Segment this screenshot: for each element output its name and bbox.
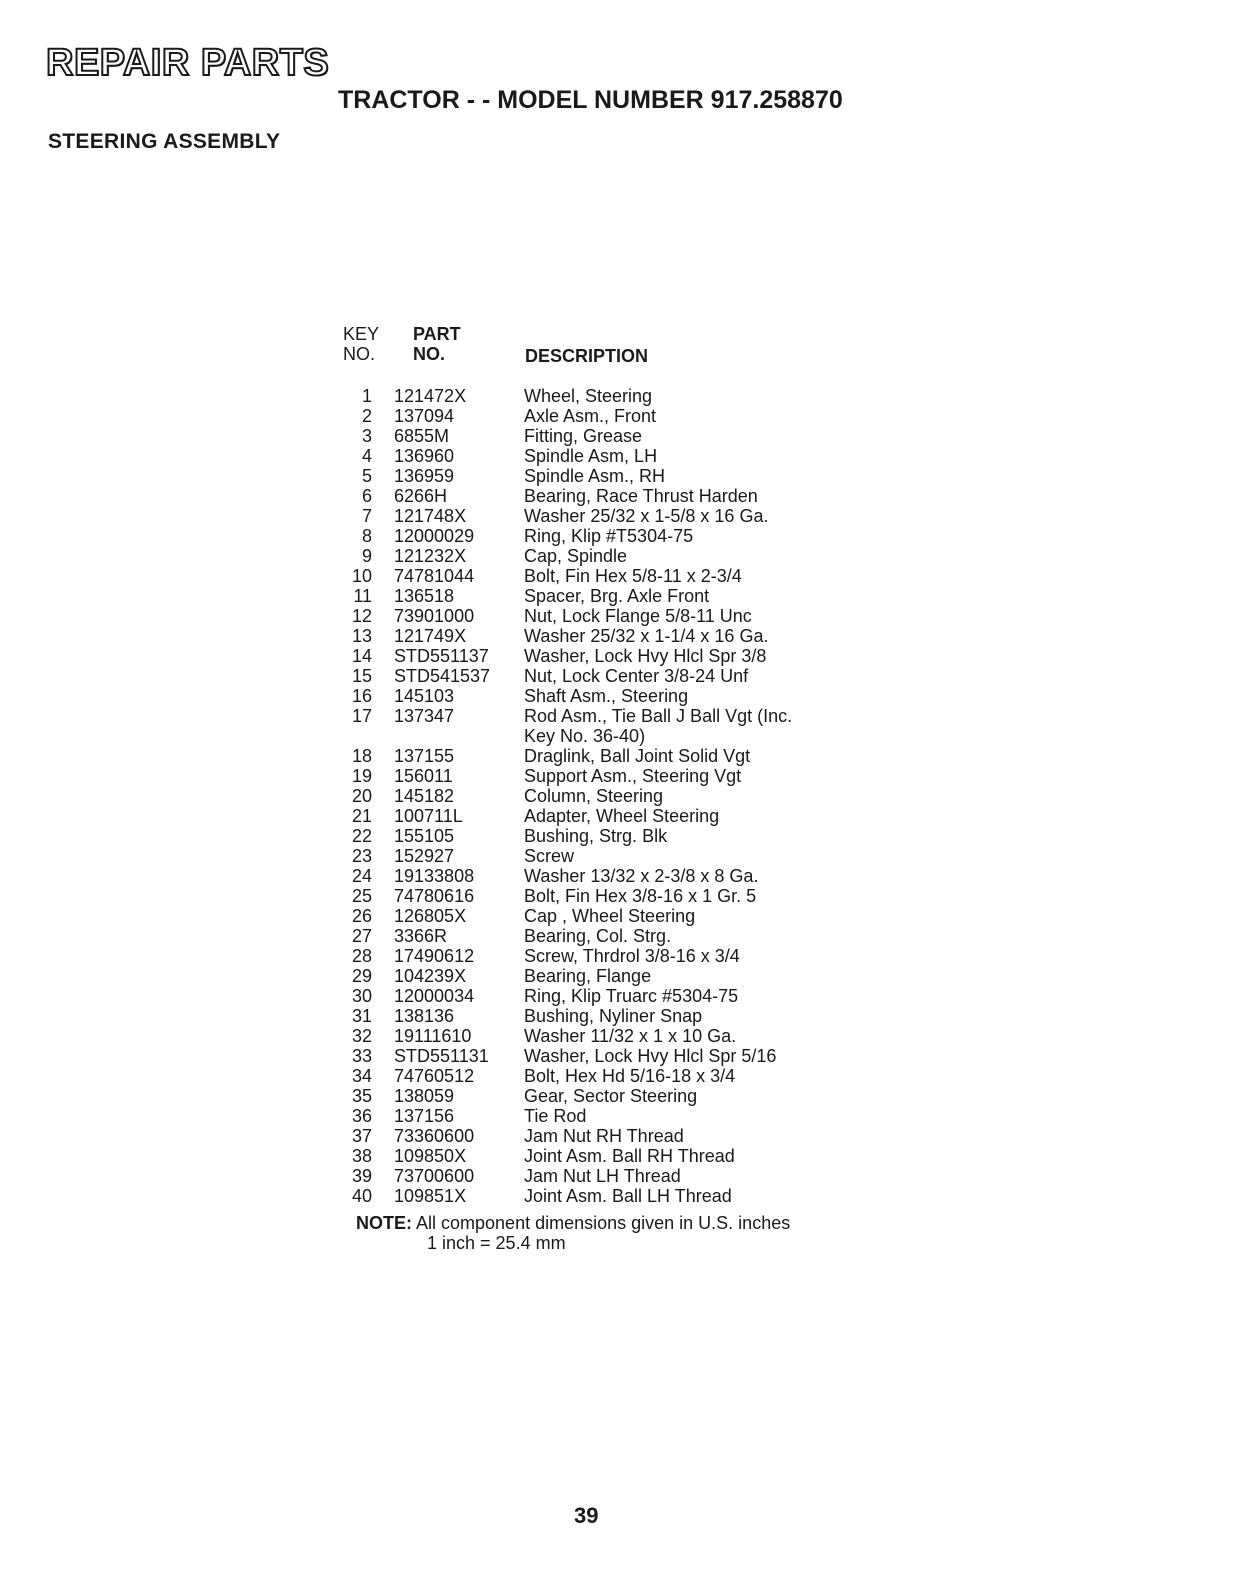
part-number: 17490612 [394,946,475,966]
part-description: Adapter, Wheel Steering [524,806,720,826]
key-number: 7 [361,506,372,526]
part-description: Spindle Asm, LH [524,446,658,466]
part-number: 74760512 [394,1066,475,1086]
part-description: Wheel, Steering [524,386,653,406]
table-row [340,846,900,866]
key-number: 25 [351,886,372,906]
part-number: STD541537 [394,666,491,686]
key-number: 10 [351,566,372,586]
key-number: 16 [351,686,372,706]
key-number: 15 [351,666,372,686]
key-number: 34 [351,1066,372,1086]
part-description: Nut, Lock Center 3/8-24 Unf [524,666,749,686]
table-row [340,1086,900,1106]
key-number: 36 [351,1106,372,1126]
key-no-column-header [343,324,403,364]
note-label: NOTE: [356,1213,412,1233]
key-number: 3 [361,426,372,446]
table-row [340,746,900,766]
key-number: 31 [351,1006,372,1026]
table-row [340,606,900,626]
table-row [340,786,900,806]
table-row [340,906,900,926]
key-number: 33 [351,1046,372,1066]
part-number: 6855M [394,426,450,446]
table-row [340,866,900,886]
key-number: 21 [351,806,372,826]
table-row [340,546,900,566]
part-number: 73700600 [394,1166,475,1186]
table-row [340,646,900,666]
part-number: STD551137 [394,646,489,666]
table-row [340,886,900,906]
part-number: 6266H [394,486,448,506]
part-number: 126805X [394,906,467,926]
part-number: 12000029 [394,526,475,546]
table-row [340,946,900,966]
part-description: Washer 25/32 x 1-1/4 x 16 Ga. [524,626,769,646]
part-description: Bearing, Flange [524,966,652,986]
key-number: 37 [351,1126,372,1146]
key-header-line2: NO. [343,344,376,364]
key-number: 2 [361,406,372,426]
key-number: 1 [361,386,372,406]
key-number: 38 [351,1146,372,1166]
part-description: Bearing, Race Thrust Harden [524,486,758,506]
table-row [340,706,900,746]
part-number: 104239X [394,966,467,986]
part-description: Fitting, Grease [524,426,643,446]
table-row [340,666,900,686]
part-description: Screw, Thrdrol 3/8-16 x 3/4 [524,946,740,966]
table-row [340,826,900,846]
part-number: 109850X [394,1146,467,1166]
part-number: 121472X [394,386,467,406]
part-description: Ring, Klip #T5304-75 [524,526,694,546]
table-row [340,566,900,586]
table-row [340,386,900,406]
table-row [340,486,900,506]
part-header-line2: NO. [413,344,446,364]
key-number: 28 [351,946,372,966]
key-number: 5 [361,466,372,486]
key-number: 17 [351,706,372,726]
part-description: Gear, Sector Steering [524,1086,698,1106]
part-description: Jam Nut RH Thread [524,1126,684,1146]
table-row [340,1046,900,1066]
key-header-line1: KEY [343,324,380,344]
part-description: Draglink, Ball Joint Solid Vgt [524,746,751,766]
table-row [340,446,900,466]
part-number: 109851X [394,1186,467,1206]
part-description: Cap , Wheel Steering [524,906,696,926]
key-number: 40 [351,1186,372,1206]
table-row [340,1006,900,1026]
key-number: 35 [351,1086,372,1106]
table-row [340,506,900,526]
part-number: 12000034 [394,986,475,1006]
table-row [340,806,900,826]
part-number: 137156 [394,1106,455,1126]
part-description: Ring, Klip Truarc #5304-75 [524,986,739,1006]
section-heading: STEERING ASSEMBLY [48,130,281,153]
part-description: Spindle Asm., RH [524,466,666,486]
table-row [340,1126,900,1146]
part-description: Rod Asm., Tie Ball J Ball Vgt (Inc. Key No. 36-40) [524,706,793,746]
part-description: Bolt, Hex Hd 5/16-18 x 3/4 [524,1066,736,1086]
part-number: 74780616 [394,886,475,906]
part-number: 19111610 [394,1026,472,1046]
key-number: 39 [351,1166,372,1186]
part-number: 136960 [394,446,455,466]
part-number: 74781044 [394,566,475,586]
key-number: 32 [351,1026,372,1046]
table-row [340,1066,900,1086]
key-number: 29 [351,966,372,986]
key-number: 30 [351,986,372,1006]
table-row [340,766,900,786]
part-number: 121232X [394,546,467,566]
part-description: Screw [524,846,575,866]
key-number: 20 [351,786,372,806]
part-description: Washer 25/32 x 1-5/8 x 16 Ga. [524,506,769,526]
key-number: 13 [351,626,372,646]
part-number: 138136 [394,1006,455,1026]
part-description: Washer 13/32 x 2-3/8 x 8 Ga. [524,866,759,886]
part-description: Cap, Spindle [524,546,628,566]
table-row [340,986,900,1006]
key-number: 18 [351,746,372,766]
part-number: 3366R [394,926,448,946]
part-description: Bearing, Col. Strg. [524,926,672,946]
key-number: 26 [351,906,372,926]
part-description: Spacer, Brg. Axle Front [524,586,710,606]
part-description: Bushing, Nyliner Snap [524,1006,703,1026]
part-number: 137094 [394,406,455,426]
part-number: STD551131 [394,1046,489,1066]
part-description: Joint Asm. Ball LH Thread [524,1186,732,1206]
part-number: 100711L [394,806,463,826]
key-number: 22 [351,826,372,846]
dimensions-note [356,1213,790,1253]
table-row [340,1166,900,1186]
key-number: 8 [361,526,372,546]
part-header-line1: PART [413,324,461,344]
key-number: 11 [353,586,372,606]
part-number: 156011 [394,766,453,786]
table-row [340,586,900,606]
part-number: 73901000 [394,606,475,626]
model-number-heading: TRACTOR - - MODEL NUMBER 917.258870 [338,86,843,114]
key-number: 4 [361,446,372,466]
part-number: 138059 [394,1086,455,1106]
part-number: 145103 [394,686,455,706]
part-number: 137347 [394,706,455,726]
part-number: 152927 [394,846,455,866]
part-description: Jam Nut LH Thread [524,1166,681,1186]
key-number: 9 [361,546,372,566]
description-column-header: DESCRIPTION [525,346,649,366]
note-text: All component dimensions given in U.S. inches [416,1213,791,1233]
page-number: 39 [574,1503,599,1528]
part-no-column-header [413,324,461,364]
table-row [340,626,900,646]
parts-list [340,386,900,1206]
part-description: Bushing, Strg. Blk [524,826,668,846]
table-row [340,466,900,486]
part-number: 145182 [394,786,455,806]
table-row [340,926,900,946]
part-description: Column, Steering [524,786,664,806]
part-description: Shaft Asm., Steering [524,686,689,706]
key-number: 12 [351,606,372,626]
part-description: Washer, Lock Hvy Hlcl Spr 3/8 [524,646,767,666]
part-number: 73360600 [394,1126,475,1146]
part-description: Nut, Lock Flange 5/8-11 Unc [524,606,752,626]
table-row [340,526,900,546]
part-description: Support Asm., Steering Vgt [524,766,742,786]
key-number: 27 [351,926,372,946]
part-description: Washer, Lock Hvy Hlcl Spr 5/16 [524,1046,777,1066]
part-number: 155105 [394,826,455,846]
part-number: 19133808 [394,866,475,886]
key-number: 6 [361,486,372,506]
table-row [340,1026,900,1046]
part-description: Joint Asm. Ball RH Thread [524,1146,735,1166]
table-row [340,1186,900,1206]
part-number: 121749X [394,626,467,646]
page-title: REPAIR PARTS [46,42,330,84]
part-description: Bolt, Fin Hex 3/8-16 x 1 Gr. 5 [524,886,757,906]
key-number: 23 [351,846,372,866]
part-description: Tie Rod [524,1106,587,1126]
key-number: 14 [351,646,372,666]
table-row [340,686,900,706]
part-number: 136959 [394,466,455,486]
part-description: Washer 11/32 x 1 x 10 Ga. [524,1026,737,1046]
table-row [340,406,900,426]
table-row [340,1146,900,1166]
table-row [340,966,900,986]
table-row [340,426,900,446]
key-number: 19 [351,766,372,786]
part-number: 137155 [394,746,455,766]
part-number: 121748X [394,506,467,526]
part-description: Bolt, Fin Hex 5/8-11 x 2-3/4 [524,566,742,586]
part-number: 136518 [394,586,455,606]
key-number: 24 [351,866,372,886]
note-conversion: 1 inch = 25.4 mm [427,1233,566,1253]
part-description: Axle Asm., Front [524,406,657,426]
table-row [340,1106,900,1126]
